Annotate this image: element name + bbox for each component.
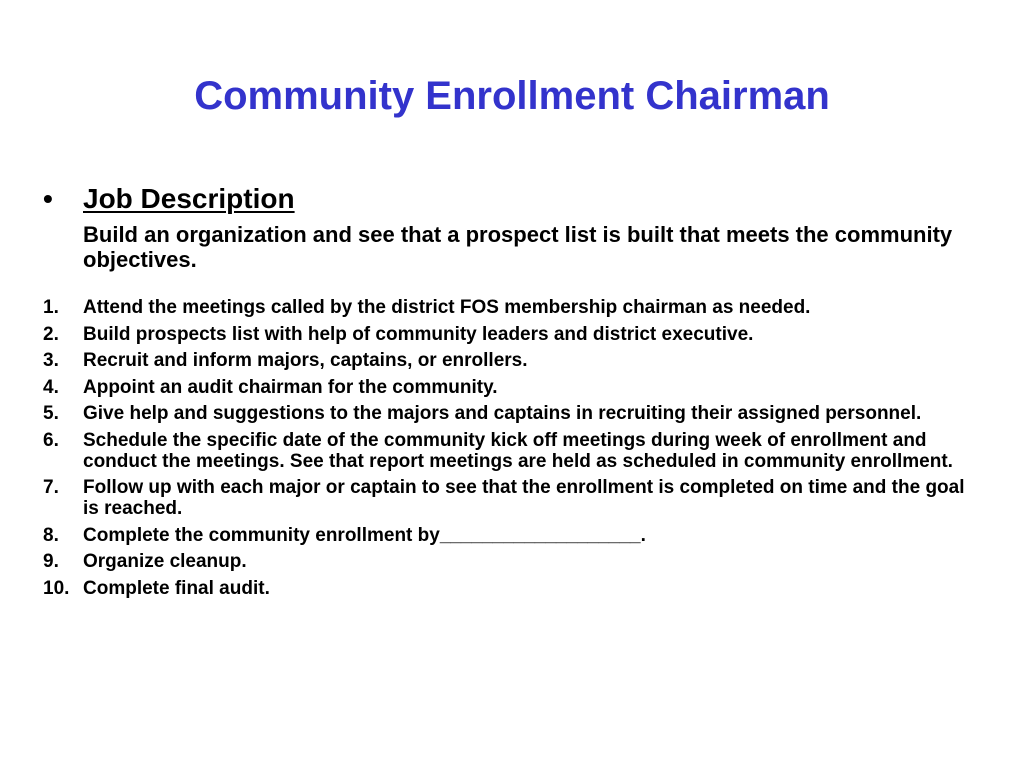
list-item-number: 6.	[43, 429, 59, 451]
list-item-text: Organize cleanup.	[83, 551, 247, 572]
list-item-text: Recruit and inform majors, captains, or enrollers.	[83, 350, 528, 371]
list-item-text: Complete final audit.	[83, 577, 270, 599]
list-item-text: Appoint an audit chairman for the community.	[83, 376, 498, 398]
list-item	[43, 377, 983, 398]
list-item-number: 3.	[43, 350, 59, 371]
list-item	[43, 297, 983, 318]
job-description-text: Build an organization and see that a prospect list is built that meets the community objectives.	[83, 222, 953, 272]
list-item-text: Schedule the specific date of the community kick off meetings during week of enrollment and conduct the meetings. See that report meetings are held as scheduled in community enrollment.	[83, 429, 953, 472]
list-item-number: 8.	[43, 524, 59, 546]
list-item-number: 10.	[43, 577, 70, 599]
duties-list	[43, 297, 983, 604]
list-item-number: 2.	[43, 323, 59, 345]
list-item-text: Give help and suggestions to the majors and captains in recruiting their assigned personnel.	[83, 403, 922, 424]
list-item	[43, 403, 983, 424]
list-item	[43, 578, 983, 599]
list-item-text: Follow up with each major or captain to see that the enrollment is completed on time and the goal is reached.	[83, 477, 965, 519]
list-item-number: 9.	[43, 551, 59, 572]
list-item-number: 4.	[43, 376, 59, 398]
list-item-text: Complete the community enrollment by___________________.	[83, 524, 646, 546]
list-item-number: 1.	[43, 297, 59, 318]
list-item-number: 5.	[43, 403, 59, 424]
list-item	[43, 477, 983, 519]
list-item-number: 7.	[43, 477, 59, 498]
list-item	[43, 324, 983, 345]
job-description-heading: Job Description	[83, 183, 295, 214]
slide-title: Community Enrollment Chairman	[194, 74, 830, 118]
list-item-text: Attend the meetings called by the district FOS membership chairman as needed.	[83, 297, 811, 318]
list-item	[43, 525, 983, 546]
list-item	[43, 430, 983, 472]
bullet-marker: •	[43, 183, 53, 214]
list-item	[43, 551, 983, 572]
list-item-text: Build prospects list with help of community leaders and district executive.	[83, 323, 754, 345]
list-item	[43, 350, 983, 371]
